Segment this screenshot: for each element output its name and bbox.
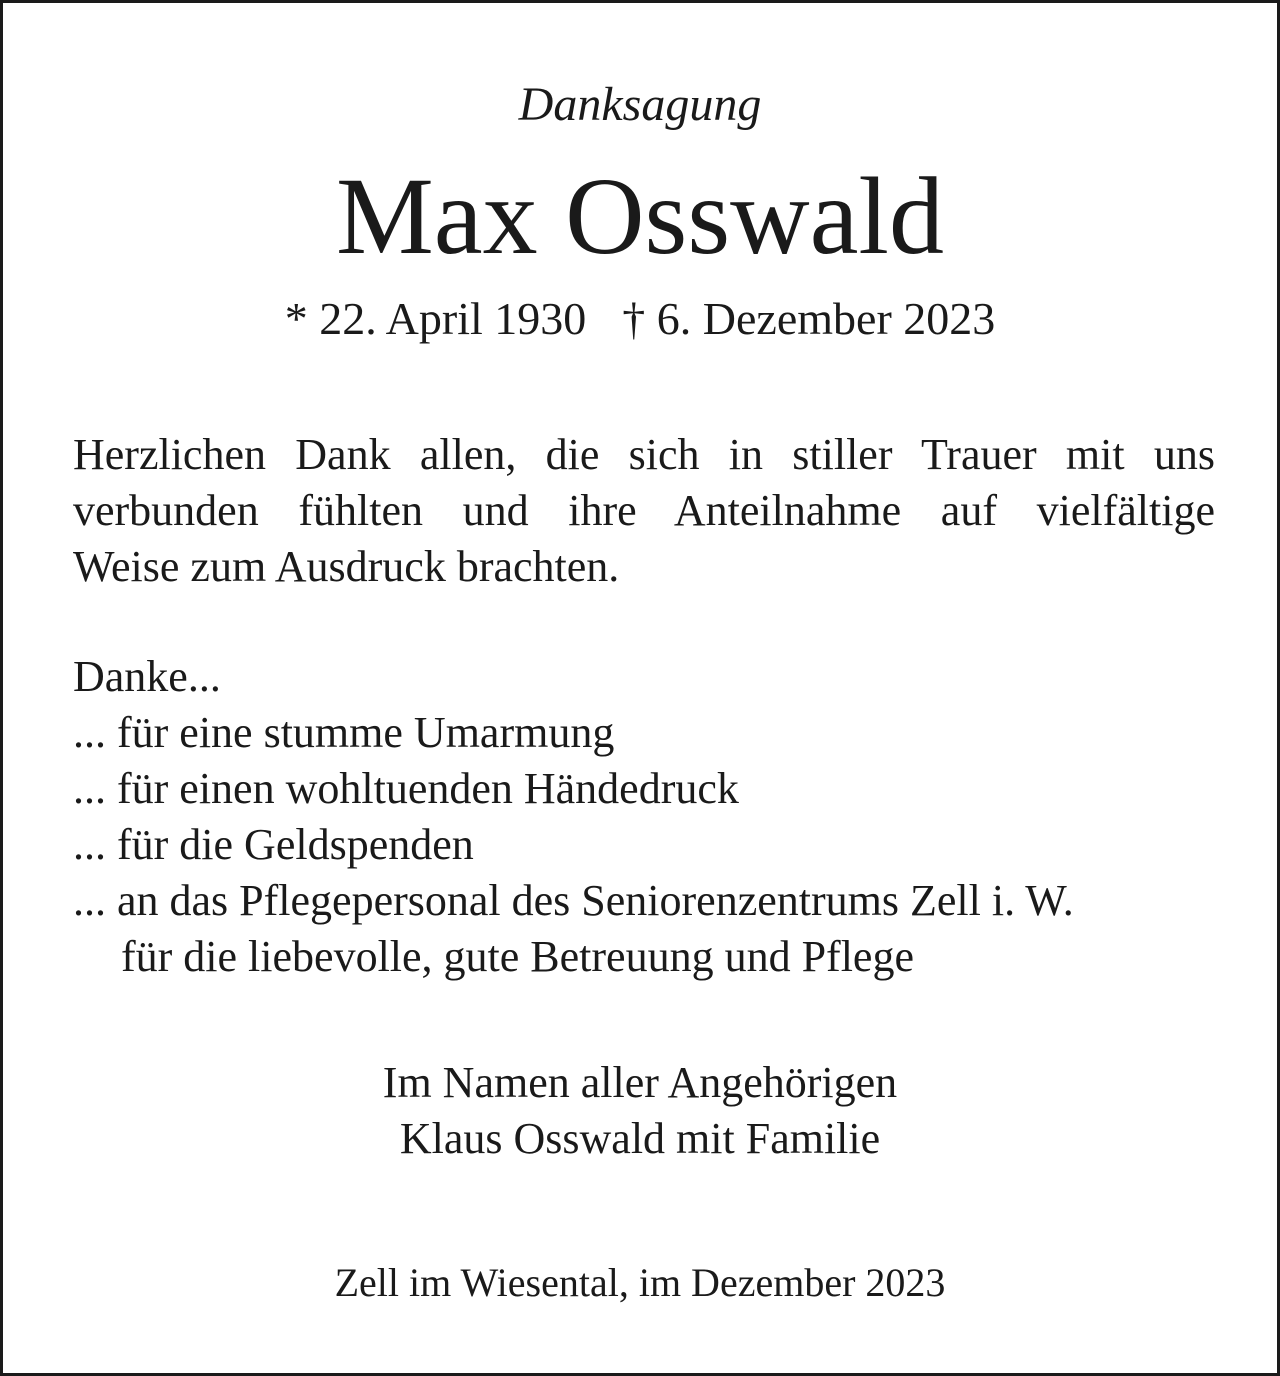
list-item: ... für eine stumme Umarmung: [73, 708, 615, 757]
thanks-list: [73, 649, 1074, 985]
birth-date: * 22. April 1930: [284, 293, 587, 344]
thanks-paragraph: [73, 427, 1215, 595]
list-item: ... an das Pflegepersonal des Seniorenzentrums Zell i. W.: [73, 876, 1074, 925]
thanks-title: Danke...: [73, 652, 221, 701]
deceased-name: Max Osswald: [335, 155, 944, 277]
list-item: ... für die Geldspenden: [73, 820, 474, 869]
paragraph-line: verbunden fühlten und ihre Anteilnahme auf vielfältige: [73, 486, 1215, 535]
signature-line: Im Namen aller Angehörigen: [382, 1058, 898, 1107]
list-item: ... für einen wohltuenden Händedruck: [73, 764, 739, 813]
signature-name: Klaus Osswald mit Familie: [399, 1114, 881, 1163]
place-date: Zell im Wiesental, im Dezember 2023: [334, 1260, 946, 1305]
paragraph-line: Weise zum Ausdruck brachten.: [73, 542, 620, 591]
paragraph-line: Herzlichen Dank allen, die sich in stiller Trauer mit uns: [73, 430, 1215, 479]
death-date: † 6. Dezember 2023: [622, 293, 996, 344]
list-item-continuation: für die liebevolle, gute Betreuung und Pflege: [121, 932, 914, 981]
notice-heading: Danksagung: [518, 78, 762, 131]
life-dates: [3, 289, 1277, 349]
